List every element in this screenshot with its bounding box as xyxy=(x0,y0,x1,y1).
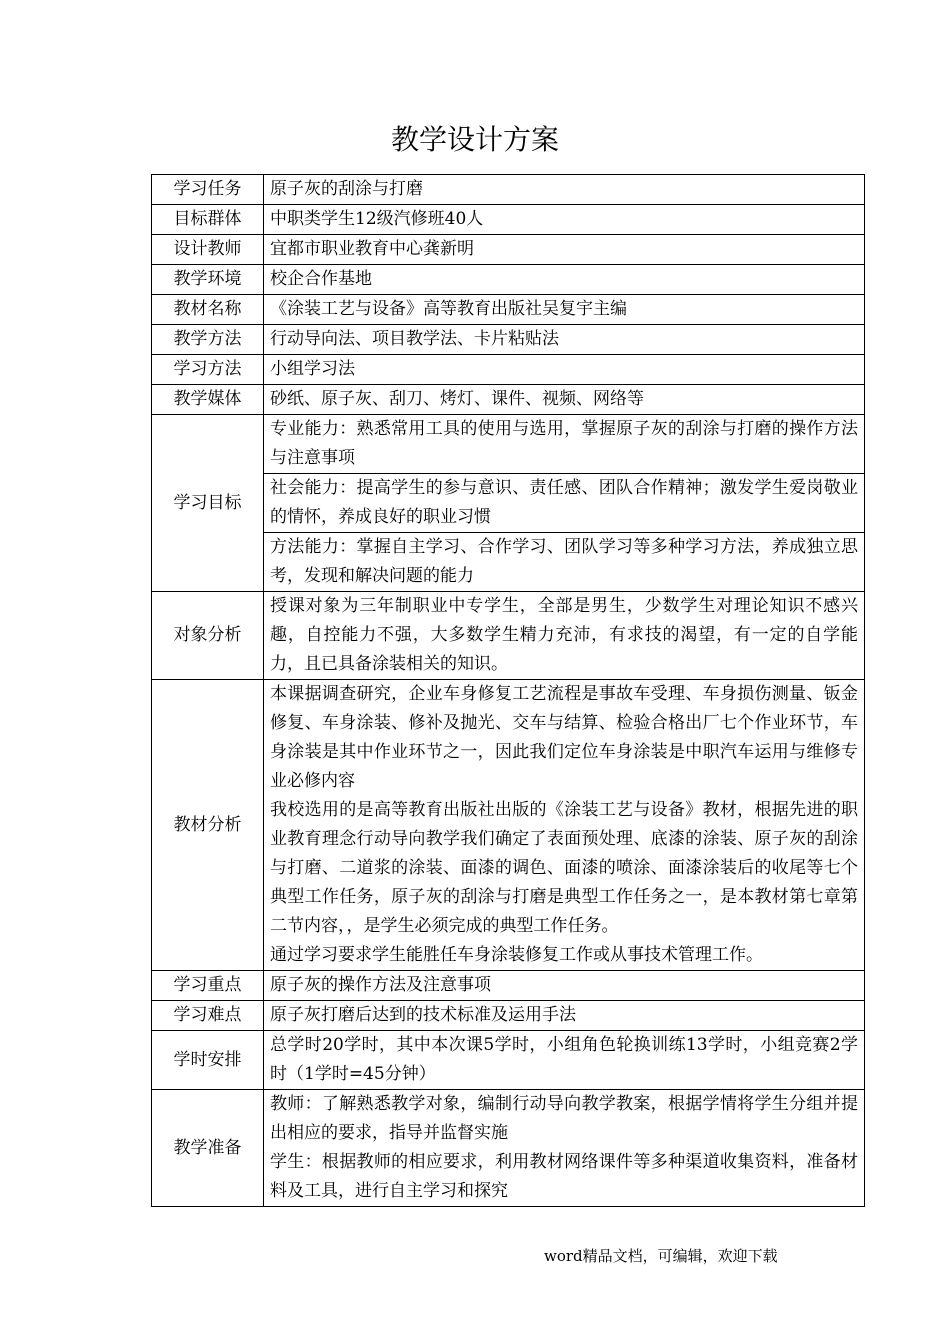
document-title: 教学设计方案 xyxy=(390,123,559,156)
preparation-value xyxy=(264,1090,865,1207)
table-row xyxy=(152,325,865,355)
audience-row xyxy=(152,592,865,680)
row-label: 学习方法 xyxy=(152,355,264,385)
row-label: 目标群体 xyxy=(152,205,264,235)
row-label: 教学环境 xyxy=(152,265,264,295)
objective-method: 方法能力：掌握自主学习、合作学习、团队学习等多种学习方法，养成独立思考，发现和解决问题的能力 xyxy=(264,533,865,592)
preparation-student: 学生：根据教师的相应要求，利用教材网络课件等多种渠道收集资料，准备材料及工具，进行自主学习和探究 xyxy=(270,1152,858,1201)
audience-analysis: 授课对象为三年制职业中专学生，全部是男生，少数学生对理论知识不感兴趣，自控能力不强，大多数学生精力充沛，有求技的渴望，有一定的自学能力，且已具备涂装相关的知识。 xyxy=(264,592,865,680)
row-label: 学习任务 xyxy=(152,175,264,205)
schedule-value: 总学时20学时，其中本次课5学时，小组角色轮换训练13学时，小组竞赛2学时（1学时=45分钟） xyxy=(264,1031,865,1090)
row-value: 中职类学生12级汽修班40人 xyxy=(264,205,865,235)
row-value: 小组学习法 xyxy=(264,355,865,385)
preparation-teacher: 教师：了解熟悉教学对象，编制行动导向教学教案，根据学情将学生分组并提出相应的要求，指导并监督实施 xyxy=(270,1094,858,1143)
table-row xyxy=(152,265,865,295)
row-value: 《涂装工艺与设备》高等教育出版社吴复宇主编 xyxy=(264,295,865,325)
difficulty-label: 学习难点 xyxy=(152,1001,264,1031)
row-value: 砂纸、原子灰、刮刀、烤灯、课件、视频、网络等 xyxy=(264,385,865,415)
table-row xyxy=(152,355,865,385)
row-label: 教学方法 xyxy=(152,325,264,355)
row-label: 设计教师 xyxy=(152,235,264,265)
materials-row xyxy=(152,680,865,971)
difficulty-row xyxy=(152,1001,865,1031)
schedule-row xyxy=(152,1031,865,1090)
table-row xyxy=(152,235,865,265)
row-label: 教学媒体 xyxy=(152,385,264,415)
materials-paragraph: 我校选用的是高等教育出版社出版的《涂装工艺与设备》教材，根据先进的职业教育理念行动导向教学我们确定了表面预处理、底漆的涂装、原子灰的刮涂与打磨、二道浆的涂装、面漆的调色、面漆的喷涂、面漆涂装后的收尾等七个典型工作任务，原子灰的刮涂与打磨是典型工作任务之一，是本教材第七章第二节内容，，是学生必须完成的典型工作任务。 xyxy=(270,800,858,936)
footer-note: word精品文档，可编辑，欢迎下载 xyxy=(544,1247,778,1265)
table-row xyxy=(152,295,865,325)
table-row xyxy=(152,385,865,415)
key-point-label: 学习重点 xyxy=(152,971,264,1001)
materials-paragraph: 本课据调查研究，企业车身修复工艺流程是事故车受理、车身损伤测量、钣金修复、车身涂装、修补及抛光、交车与结算、检验合格出厂七个作业环节，车身涂装是其中作业环节之一，因此我们定位车身涂装是中职汽车运用与维修专业必修内容 xyxy=(270,684,858,791)
row-value: 原子灰的刮涂与打磨 xyxy=(264,175,865,205)
audience-label: 对象分析 xyxy=(152,592,264,680)
materials-analysis xyxy=(264,680,865,971)
preparation-row xyxy=(152,1090,865,1207)
objectives-row xyxy=(152,415,865,474)
lesson-plan-table xyxy=(151,174,865,1207)
key-point-row xyxy=(152,971,865,1001)
objective-professional: 专业能力：熟悉常用工具的使用与选用，掌握原子灰的刮涂与打磨的操作方法与注意事项 xyxy=(264,415,865,474)
schedule-label: 学时安排 xyxy=(152,1031,264,1090)
row-value: 行动导向法、项目教学法、卡片粘贴法 xyxy=(264,325,865,355)
materials-label: 教材分析 xyxy=(152,680,264,971)
table-row xyxy=(152,205,865,235)
key-point-value: 原子灰的操作方法及注意事项 xyxy=(264,971,865,1001)
materials-paragraph: 通过学习要求学生能胜任车身涂装修复工作或从事技术管理工作。 xyxy=(270,945,763,965)
difficulty-value: 原子灰打磨后达到的技术标准及运用手法 xyxy=(264,1001,865,1031)
objectives-label: 学习目标 xyxy=(152,415,264,592)
preparation-label: 教学准备 xyxy=(152,1090,264,1207)
row-label: 教材名称 xyxy=(152,295,264,325)
table-row xyxy=(152,175,865,205)
row-value: 宜都市职业教育中心龚新明 xyxy=(264,235,865,265)
row-value: 校企合作基地 xyxy=(264,265,865,295)
objective-social: 社会能力：提高学生的参与意识、责任感、团队合作精神；激发学生爱岗敬业的情怀，养成良好的职业习惯 xyxy=(264,474,865,533)
